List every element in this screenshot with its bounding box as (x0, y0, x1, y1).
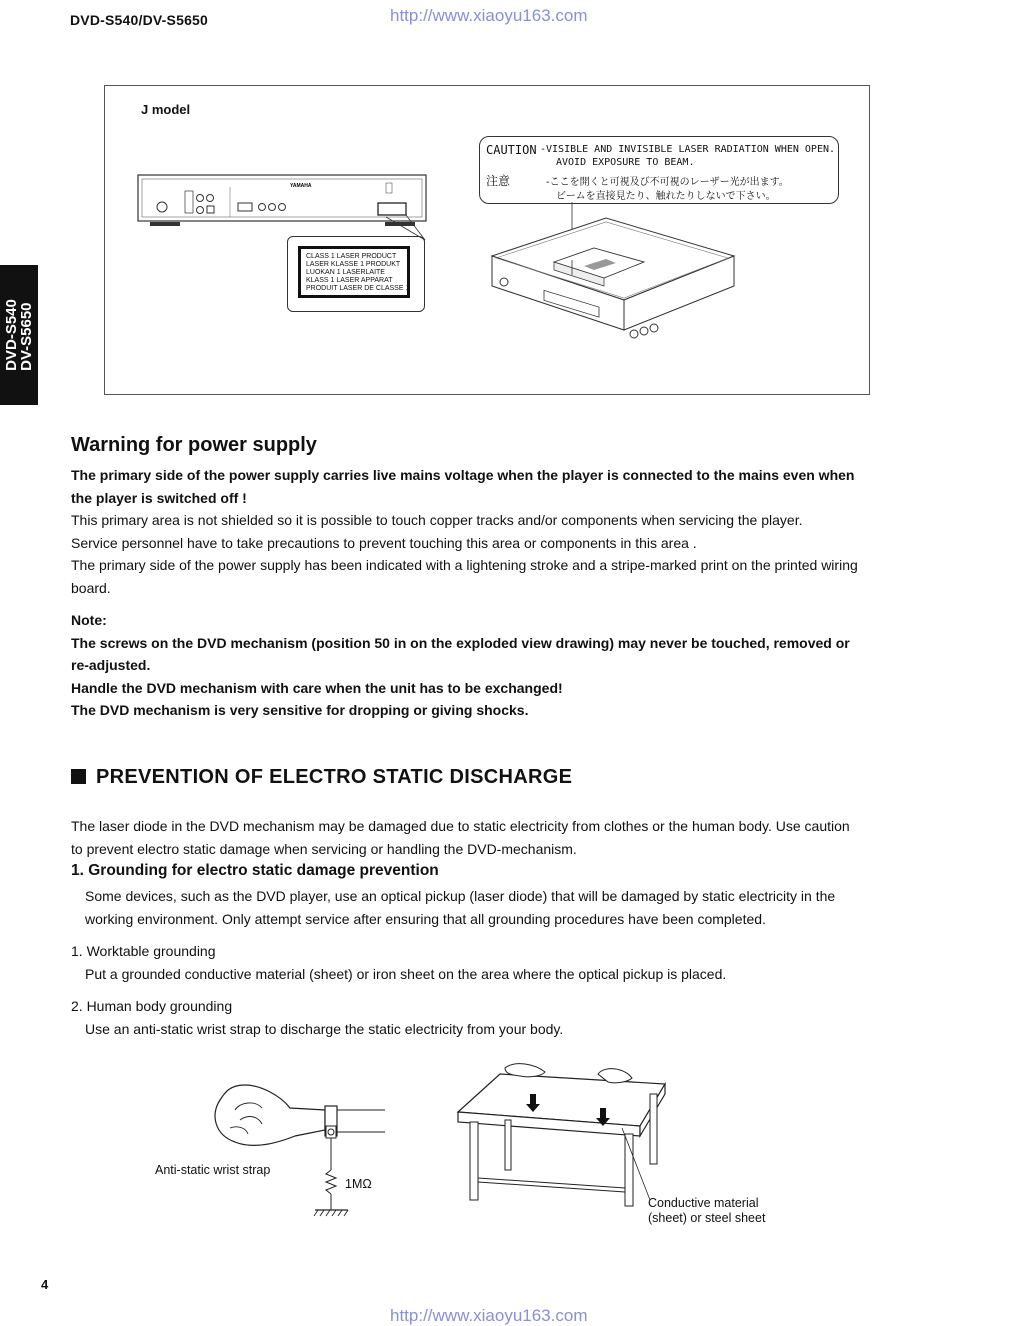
caution-jp-line2: ビームを直接見たり、触れたりしないで下さい。 (556, 191, 776, 202)
body-grounding-text: Use an anti-static wrist strap to discharge the static electricity from your body. (85, 1021, 564, 1037)
caution-jp-head: 注意 (486, 174, 511, 188)
esd-section-title (71, 766, 572, 789)
esd-intro-line: The laser diode in the DVD mechanism may be damaged due to static electricity from clothes or the human body. Use caution (71, 818, 850, 834)
warning-bold-line: The primary side of the power supply carries live mains voltage when the player is connected to the mains even when (71, 467, 855, 483)
esd-title-text: PREVENTION OF ELECTRO STATIC DISCHARGE (96, 766, 573, 788)
caution-en-line2: AVOID EXPOSURE TO BEAM. (556, 157, 695, 168)
worktable-grounding-text: Put a grounded conductive material (sheet) or iron sheet on the area where the optical pickup is placed. (85, 966, 727, 982)
laser-label-line: LASER KLASSE 1 PRODUKT (306, 261, 401, 268)
side-tab-label (4, 299, 34, 371)
grounding-subtitle: 1. Grounding for electro static damage prevention (71, 862, 439, 879)
laser-class-label (287, 236, 425, 312)
note-line: re-adjusted. (71, 657, 151, 673)
note-line: The screws on the DVD mechanism (position 50 in on the exploded view drawing) may never be touched, removed or (71, 635, 850, 651)
url-top-link[interactable]: http://www.xiaoyu163.com (390, 6, 588, 25)
conductive-material-label-line2: (sheet) or steel sheet (648, 1211, 766, 1225)
resistor-label: 1MΩ (345, 1177, 372, 1191)
warning-text-line: This primary area is not shielded so it is possible to touch copper tracks and/or components when servicing the player. (71, 512, 803, 528)
open-player-illustration (484, 200, 864, 380)
power-supply-warning-title: Warning for power supply (71, 434, 317, 456)
caution-en-head: CAUTION (486, 143, 537, 157)
caution-en-line1: -VISIBLE AND INVISIBLE LASER RADIATION WHEN OPEN. (540, 144, 836, 155)
player-rear-panel-illustration (130, 165, 440, 245)
url-bottom-link[interactable]: http://www.xiaoyu163.com (390, 1306, 588, 1325)
esd-intro-line: to prevent electro static damage when servicing or handling the DVD-mechanism. (71, 841, 577, 857)
worktable-grounding-title: 1. Worktable grounding (71, 943, 216, 959)
laser-label-line: LUOKAN 1 LASERLAITE (306, 269, 385, 276)
grounding-text-line: working environment. Only attempt service after ensuring that all grounding procedures have been completed. (85, 911, 766, 927)
conductive-material-label-line1: Conductive material (648, 1196, 759, 1210)
laser-label-line: PRODUIT LASER DE CLASSE 1 (306, 285, 410, 292)
section-square-icon (71, 769, 86, 784)
warning-text-line: The primary side of the power supply has been indicated with a lightening stroke and a stripe-marked print on the printed wiring (71, 557, 858, 573)
body-grounding-title: 2. Human body grounding (71, 998, 233, 1014)
brand-logo-text: YAMAHA (290, 183, 312, 189)
laser-label-line: KLASS 1 LASER APPARAT (306, 277, 393, 284)
warning-text-line: Service personnel have to take precautions to prevent touching this area or components in this area . (71, 535, 697, 551)
laser-label-line: CLASS 1 LASER PRODUCT (306, 253, 397, 260)
caution-jp-line1: -ここを開くと可視及び不可視のレーザー光が出ます。 (546, 177, 789, 188)
side-tab-line2: DV-S5650 (18, 302, 35, 371)
note-line: The DVD mechanism is very sensitive for dropping or giving shocks. (71, 702, 529, 718)
laser-class-label-text (298, 246, 410, 298)
caution-label (479, 136, 839, 204)
warning-text-line: board. (71, 580, 111, 596)
side-model-tab (0, 265, 38, 405)
side-tab-line1: DVD-S540 (3, 299, 20, 371)
note-line: Handle the DVD mechanism with care when the unit has to be exchanged! (71, 680, 563, 696)
warning-bold-line: the player is switched off ! (71, 490, 247, 506)
document-model-header: DVD-S540/DV-S5650 (70, 12, 209, 28)
j-model-label: J model (141, 102, 191, 117)
page-number: 4 (41, 1277, 49, 1292)
note-label: Note: (71, 612, 107, 628)
worktable-illustration (450, 1060, 680, 1210)
wrist-strap-illustration (200, 1070, 390, 1230)
grounding-text-line: Some devices, such as the DVD player, use an optical pickup (laser diode) that will be damaged by static electricity in the (85, 888, 836, 904)
wrist-strap-label: Anti-static wrist strap (155, 1163, 271, 1177)
